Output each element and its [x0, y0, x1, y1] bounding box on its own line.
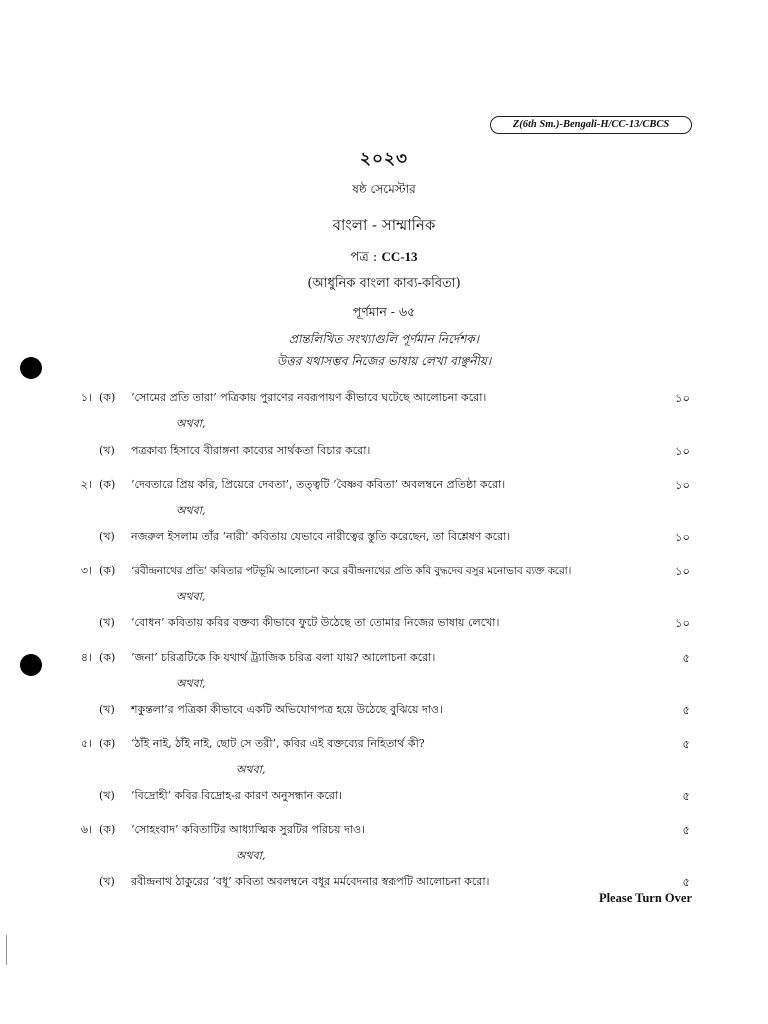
question-number: ১।: [80, 391, 92, 404]
question-number: ৪।: [80, 651, 92, 664]
question-marks: ৫: [682, 823, 690, 837]
question-marks: ৫: [682, 875, 690, 889]
or-separator: অথবা,: [176, 504, 206, 517]
option-label: (খ): [99, 875, 115, 888]
or-separator: অথবা,: [236, 763, 266, 776]
scan-edge-mark: [6, 935, 7, 965]
question-text: ‘সোহংবাদ’ কবিতাটির আধ্যাত্মিক সুরটির পরিচয় দাও।: [131, 823, 366, 836]
question-marks: ১০: [675, 478, 690, 492]
question-number: ৬।: [80, 823, 92, 836]
instruction-language: উত্তর যথাসম্ভব নিজের ভাষায় লেখা বাঞ্ছনীয়।: [276, 354, 492, 368]
question-text: ‘দেবতারে প্রিয় করি, প্রিয়েরে দেবতা’, তত্ত্বটি ‘বৈষ্ণব কবিতা’ অবলম্বনে প্রতিষ্ঠা করো।: [131, 478, 506, 491]
or-separator: অথবা,: [176, 417, 206, 430]
semester: ষষ্ঠ সেমেস্টার: [352, 182, 416, 196]
paper-label: পত্র :: [350, 250, 378, 265]
option-label: (ক): [99, 651, 116, 664]
question-marks: ১০: [675, 444, 690, 458]
instruction-marks: প্রান্তলিখিত সংখ্যাগুলি পূর্ণমান নির্দেশক।: [288, 332, 479, 346]
question-number: ৩।: [80, 564, 92, 577]
option-label: (খ): [99, 616, 115, 629]
question-marks: ৫: [682, 703, 690, 717]
question-text: ‘রবীন্দ্রনাথের প্রতি’ কবিতার পটভূমি আলোচনা করে রবীন্দ্রনাথের প্রতি কবি বুদ্ধদেব বসুর মনোভাব ব্যক্ত করো।: [131, 565, 572, 577]
paper-number: [0, 248, 768, 269]
option-label: (ক): [99, 737, 116, 750]
question-text: ‘বিদ্রোহী’ কবির বিদ্রোহ-র কারণ অনুসন্ধান করো।: [131, 789, 343, 802]
question-text: শকুন্তলা’র পত্রিকা কীভাবে একটি অভিযোগপত্র হয়ে উঠেছে বুঝিয়ে দাও।: [131, 703, 443, 716]
subject-title: বাংলা - সাম্মানিক: [332, 216, 436, 234]
exam-year: ২০২৩: [359, 149, 409, 169]
question-marks: ১০: [675, 564, 690, 578]
question-marks: ১০: [675, 530, 690, 544]
question-text: ‘জনা’ চরিত্রটিকে কি যথার্থ ট্র্যাজিক চরিত্র বলা যায়? আলোচনা করো।: [131, 651, 436, 664]
option-label: (খ): [99, 789, 115, 802]
or-separator: অথবা,: [176, 677, 206, 690]
please-turn-over: Please Turn Over: [598, 891, 692, 905]
option-label: (ক): [99, 391, 116, 404]
question-text: ‘ঠাঁই নাই, ঠাঁই নাই, ছোট সে তরী’, কবির এই বক্তব্যের নিহিতার্থ কী?: [131, 737, 425, 750]
paper-code-badge: Z(6th Sm.)-Bengali-H/CC-13/CBCS: [490, 116, 692, 134]
paper-code: CC-13: [381, 249, 418, 264]
option-label: (খ): [99, 530, 115, 543]
full-marks: পূর্ণমান - ৬৫: [352, 304, 416, 319]
or-separator: অথবা,: [176, 590, 206, 603]
question-text: পত্রকাব্য হিসাবে বীরাঙ্গনা কাব্যের সার্থকতা বিচার করো।: [131, 444, 371, 457]
question-marks: ৫: [682, 737, 690, 751]
option-label: (ক): [99, 564, 116, 577]
question-text: নজরুল ইসলাম তাঁর ‘নারী’ কবিতায় যেভাবে নারীত্বের স্তুতি করেছেন, তা বিশ্লেষণ করো।: [131, 530, 511, 543]
question-number: ২।: [80, 478, 92, 491]
or-separator: অথবা,: [236, 849, 266, 862]
question-marks: ৫: [682, 789, 690, 803]
option-label: (খ): [99, 444, 115, 457]
question-marks: ৫: [682, 651, 690, 665]
option-label: (খ): [99, 703, 115, 716]
question-marks: ১০: [675, 391, 690, 405]
option-label: (ক): [99, 823, 116, 836]
question-number: ৫।: [80, 737, 92, 750]
punch-hole: [20, 654, 42, 676]
question-text: ‘সোমের প্রতি তারা’ পত্রিকায় পুরাণের নবরূপায়ণ কীভাবে ঘটেছে আলোচনা করো।: [131, 391, 487, 404]
question-text: রবীন্দ্রনাথ ঠাকুরের ‘বধূ’ কবিতা অবলম্বনে বধূর মর্মবেদনার স্বরূপটি আলোচনা করো।: [131, 875, 490, 888]
question-text: ‘বোধন’ কবিতায় কবির বক্তব্য কীভাবে ফুটে উঠেছে তা তোমার নিজের ভাষায় লেখো।: [131, 616, 500, 629]
question-marks: ১০: [675, 616, 690, 630]
option-label: (ক): [99, 478, 116, 491]
course-title: (আধুনিক বাংলা কাব্য-কবিতা): [307, 276, 461, 291]
